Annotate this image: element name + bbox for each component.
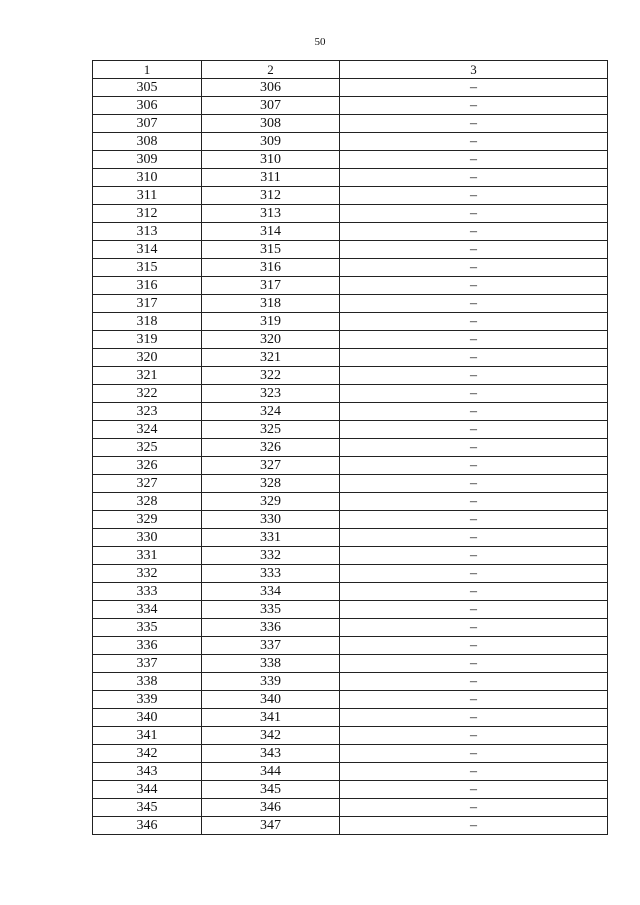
table-cell-col-2: 326	[202, 439, 340, 457]
table-cell-col-3: –	[340, 205, 608, 223]
table-row	[93, 205, 608, 223]
table-cell-col-1: 315	[93, 259, 202, 277]
table-cell-col-1: 335	[93, 619, 202, 637]
table-row	[93, 367, 608, 385]
table-cell-col-3: –	[340, 367, 608, 385]
table-cell-col-3: –	[340, 439, 608, 457]
table-cell-col-1: 317	[93, 295, 202, 313]
table-cell-col-2: 324	[202, 403, 340, 421]
table-cell-col-1: 327	[93, 475, 202, 493]
table-cell-col-3: –	[340, 817, 608, 835]
table-cell-col-2: 309	[202, 133, 340, 151]
table-row	[93, 619, 608, 637]
table-cell-col-1: 344	[93, 781, 202, 799]
table-cell-col-1: 321	[93, 367, 202, 385]
table-cell-col-3: –	[340, 457, 608, 475]
table-cell-col-3: –	[340, 709, 608, 727]
table-cell-col-2: 347	[202, 817, 340, 835]
table-row	[93, 673, 608, 691]
table-cell-col-1: 331	[93, 547, 202, 565]
table-cell-col-2: 308	[202, 115, 340, 133]
table-cell-col-3: –	[340, 259, 608, 277]
table-cell-col-2: 334	[202, 583, 340, 601]
table-cell-col-2: 321	[202, 349, 340, 367]
table-cell-col-1: 323	[93, 403, 202, 421]
table-cell-col-1: 343	[93, 763, 202, 781]
table-cell-col-1: 305	[93, 79, 202, 97]
page-number: 50	[314, 36, 326, 48]
table-cell-col-3: –	[340, 781, 608, 799]
table-cell-col-3: –	[340, 187, 608, 205]
table-cell-col-3: –	[340, 169, 608, 187]
table-row	[93, 385, 608, 403]
table-cell-col-1: 311	[93, 187, 202, 205]
table-cell-col-1: 333	[93, 583, 202, 601]
table-cell-col-3: –	[340, 655, 608, 673]
table-cell-col-2: 345	[202, 781, 340, 799]
table-cell-col-2: 319	[202, 313, 340, 331]
table-row	[93, 817, 608, 835]
table-row	[93, 781, 608, 799]
table-cell-col-3: –	[340, 421, 608, 439]
table-cell-col-3: –	[340, 583, 608, 601]
table-row	[93, 313, 608, 331]
table-cell-col-1: 346	[93, 817, 202, 835]
table-cell-col-1: 325	[93, 439, 202, 457]
table-body	[93, 79, 608, 835]
table-cell-col-1: 341	[93, 727, 202, 745]
table-cell-col-2: 315	[202, 241, 340, 259]
table-cell-col-1: 322	[93, 385, 202, 403]
table-row	[93, 745, 608, 763]
table-cell-col-2: 320	[202, 331, 340, 349]
table-cell-col-2: 338	[202, 655, 340, 673]
table-cell-col-2: 306	[202, 79, 340, 97]
table-cell-col-3: –	[340, 241, 608, 259]
table-cell-col-3: –	[340, 691, 608, 709]
table-cell-col-2: 332	[202, 547, 340, 565]
table-cell-col-2: 322	[202, 367, 340, 385]
table-row	[93, 79, 608, 97]
table-cell-col-2: 313	[202, 205, 340, 223]
table-cell-col-1: 312	[93, 205, 202, 223]
table-cell-col-1: 329	[93, 511, 202, 529]
table-cell-col-2: 331	[202, 529, 340, 547]
table-cell-col-2: 340	[202, 691, 340, 709]
table-row	[93, 97, 608, 115]
table-cell-col-2: 317	[202, 277, 340, 295]
table-row	[93, 349, 608, 367]
table-cell-col-3: –	[340, 529, 608, 547]
table-row	[93, 115, 608, 133]
table-cell-col-1: 308	[93, 133, 202, 151]
table-row	[93, 223, 608, 241]
table-row	[93, 601, 608, 619]
table-cell-col-2: 341	[202, 709, 340, 727]
table-row	[93, 331, 608, 349]
table-cell-col-3: –	[340, 151, 608, 169]
table-row	[93, 799, 608, 817]
table-row	[93, 763, 608, 781]
table-cell-col-3: –	[340, 115, 608, 133]
table-cell-col-1: 309	[93, 151, 202, 169]
table-cell-col-3: –	[340, 547, 608, 565]
table-cell-col-1: 339	[93, 691, 202, 709]
table-cell-col-3: –	[340, 313, 608, 331]
table-cell-col-3: –	[340, 673, 608, 691]
table-cell-col-2: 327	[202, 457, 340, 475]
table-cell-col-3: –	[340, 295, 608, 313]
table-cell-col-1: 337	[93, 655, 202, 673]
table-row	[93, 439, 608, 457]
table-cell-col-2: 335	[202, 601, 340, 619]
table-cell-col-3: –	[340, 223, 608, 241]
table-row	[93, 547, 608, 565]
table-row	[93, 727, 608, 745]
table-cell-col-1: 328	[93, 493, 202, 511]
table-row	[93, 475, 608, 493]
table-cell-col-2: 344	[202, 763, 340, 781]
table-row	[93, 259, 608, 277]
table-cell-col-2: 337	[202, 637, 340, 655]
table-cell-col-2: 307	[202, 97, 340, 115]
table-cell-col-1: 332	[93, 565, 202, 583]
table-cell-col-2: 339	[202, 673, 340, 691]
table-row	[93, 169, 608, 187]
table-cell-col-2: 325	[202, 421, 340, 439]
table-cell-col-3: –	[340, 403, 608, 421]
table-cell-col-3: –	[340, 385, 608, 403]
table-cell-col-2: 312	[202, 187, 340, 205]
table-cell-col-1: 316	[93, 277, 202, 295]
table-cell-col-3: –	[340, 745, 608, 763]
table-cell-col-2: 342	[202, 727, 340, 745]
table-row	[93, 655, 608, 673]
table-cell-col-2: 336	[202, 619, 340, 637]
table-cell-col-2: 314	[202, 223, 340, 241]
table-cell-col-3: –	[340, 511, 608, 529]
table-cell-col-3: –	[340, 565, 608, 583]
data-table	[92, 60, 608, 835]
table-cell-col-2: 311	[202, 169, 340, 187]
table-cell-col-2: 346	[202, 799, 340, 817]
table-cell-col-2: 318	[202, 295, 340, 313]
table-cell-col-3: –	[340, 601, 608, 619]
table-cell-col-3: –	[340, 97, 608, 115]
table-row	[93, 421, 608, 439]
table-cell-col-1: 334	[93, 601, 202, 619]
table-row	[93, 241, 608, 259]
table-cell-col-2: 310	[202, 151, 340, 169]
table-cell-col-3: –	[340, 619, 608, 637]
table-row	[93, 493, 608, 511]
table-cell-col-1: 324	[93, 421, 202, 439]
table-row	[93, 529, 608, 547]
table-cell-col-3: –	[340, 727, 608, 745]
table-cell-col-3: –	[340, 763, 608, 781]
table-row	[93, 691, 608, 709]
table-cell-col-1: 318	[93, 313, 202, 331]
table-cell-col-2: 333	[202, 565, 340, 583]
table-cell-col-1: 314	[93, 241, 202, 259]
table-row	[93, 637, 608, 655]
table-cell-col-1: 342	[93, 745, 202, 763]
table-cell-col-2: 329	[202, 493, 340, 511]
table-row	[93, 133, 608, 151]
table-cell-col-1: 313	[93, 223, 202, 241]
table-cell-col-2: 316	[202, 259, 340, 277]
header-row	[93, 61, 608, 79]
table-cell-col-3: –	[340, 79, 608, 97]
column-header-2: 2	[202, 61, 340, 79]
table-cell-col-1: 306	[93, 97, 202, 115]
table-row	[93, 277, 608, 295]
table-cell-col-3: –	[340, 493, 608, 511]
table-row	[93, 403, 608, 421]
table-cell-col-2: 323	[202, 385, 340, 403]
table-cell-col-3: –	[340, 133, 608, 151]
column-header-3: 3	[340, 61, 608, 79]
table-cell-col-3: –	[340, 349, 608, 367]
table-header	[93, 61, 608, 79]
column-header-1: 1	[93, 61, 202, 79]
table-row	[93, 187, 608, 205]
table-cell-col-1: 319	[93, 331, 202, 349]
table-row	[93, 709, 608, 727]
table-cell-col-3: –	[340, 799, 608, 817]
table-cell-col-1: 338	[93, 673, 202, 691]
table-row	[93, 151, 608, 169]
table-cell-col-2: 330	[202, 511, 340, 529]
table-cell-col-3: –	[340, 277, 608, 295]
table-row	[93, 565, 608, 583]
table-cell-col-1: 326	[93, 457, 202, 475]
table-cell-col-2: 343	[202, 745, 340, 763]
table-cell-col-3: –	[340, 331, 608, 349]
table-cell-col-1: 330	[93, 529, 202, 547]
table-cell-col-1: 310	[93, 169, 202, 187]
table-cell-col-1: 345	[93, 799, 202, 817]
table-row	[93, 457, 608, 475]
table-row	[93, 295, 608, 313]
table-cell-col-1: 307	[93, 115, 202, 133]
table-cell-col-1: 320	[93, 349, 202, 367]
table-cell-col-3: –	[340, 475, 608, 493]
table-row	[93, 511, 608, 529]
table-cell-col-2: 328	[202, 475, 340, 493]
table-row	[93, 583, 608, 601]
table-cell-col-1: 336	[93, 637, 202, 655]
table-cell-col-3: –	[340, 637, 608, 655]
table-cell-col-1: 340	[93, 709, 202, 727]
